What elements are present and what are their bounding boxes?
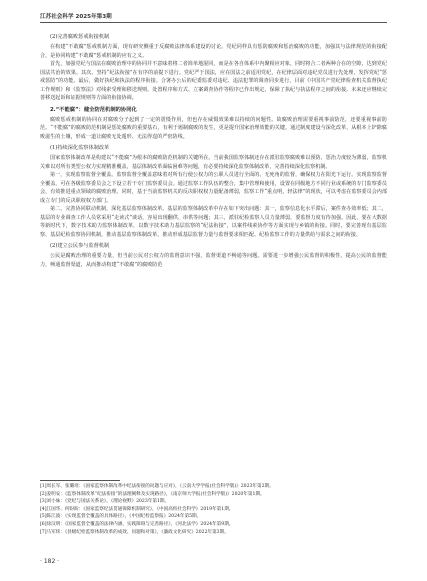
paragraph: 国家监察体制改革是构建以“不能腐”为根本的腐败防范机制的关键所在。当前我国监察体制还存在派驻监察腐败难以预防、惩治力度较为薄弱，监察机关难以对所有类型公权力实现精准覆盖，基层体制改革面临困难等问题，有必要持续深化监察体制改革，完善持续深化监察机制。	[40, 155, 387, 170]
paragraph: 腐败惩戒机制的协同在对腐败分子起到了一定的震慑作用，但也存在威慑效果难以持续的问题性。故腐败治理需要重视事前防范，还要重视事前防范。“不能腐”的腐败防范机制是惩处腐败的重要基石，有利于遏制腐败的发生，更是提升国家治理效能的关键。通过制度建设与深化改革，从根本上铲除腐败滋生的土壤，形成一道让腐败无处遁形、无法得逞的严密防线。	[40, 116, 387, 140]
reference-item: [6]徐汉明：《国家监督全覆盖的法律内涵、实践障碍与完善路径》，《河北法学》2024年第9期。	[40, 521, 234, 527]
section-heading-bold: 2.“不能腐”：健全防范机制的协同化	[50, 106, 137, 113]
section-heading: (1)持续深化监察体制改革	[50, 145, 110, 151]
reference-item: [4]江国华、何盼盼：《国家监察纪法贯通保障机制研究》，《中国高校社会科学》2019年第1期。	[40, 506, 234, 512]
paragraph: 第二，完善协同联动机制，深化基层监察体制改革。基层的监察体制改革中存在如下突出问题：其一，监察信息化水平滞后，案件查办效率低；其二，基层的专业调查工作人员常采用“走读式”谈话，容易出现翻供、串供等问题；其三，派驻纪检监察人员力量薄弱，要监督力度有待加强。因此，要在大数据等新时代下，数字技术助力监察体制改革，以数字技术助力基层监察的“纪法衔接”，以案件线索协作等方面实现与乡镇的衔接。同时，要完善现有基层监察、基层纪检监察协同机制，推动基层监察体制改革，推动形成基层监督力量与监督要求相匹配、纪检监察工作的力量供给与需求之间的衔接。	[40, 206, 387, 238]
footnote-divider	[40, 480, 120, 481]
section-heading: (2)完善腐败惩戒衔接机制	[50, 34, 110, 40]
reference-item: [1]周长军、张璐瑶：《国家监察体制改革中纪法衔接的问题与应对》，《云南大学学报(社会科学版)》2023年第2期。	[40, 484, 274, 489]
reference-item: [3]刘小妹：《党纪与国法关系论》，《理论视野》2023年第1期。	[40, 499, 170, 505]
reference-item: [7]马军炜：《县级纪检监察体制改革的成效、问题和对策》，《廉政文化研究》2022年第3期。	[40, 529, 229, 535]
header-divider	[40, 22, 387, 23]
references	[40, 483, 387, 536]
paragraph: 首先，加强党纪与国法在腐败治理中的协同并不意味着将二者简单地混同，而是在各自体系中内聚相应对象，同时将合二者两种合在的空隙，达到党纪国法共治的效果。其次，坚持“纪法衔接”在有序的前提下进行。党纪严于国法，应在国法之前适用党纪，在纪律层面对违纪党员进行先处理，发挥党纪“惩戒惩防”的功能。最后，做好执纪和执法的程序衔接。合署办公后的纪委监委对违纪、违法犯罪的调查同步进行，目前《中国共产党纪律检查机关监督执纪工作规则》和《监察法》对线索受理和移送规则、处置程序和方式、立案调查协作等程序已作出规定，保障了执纪与执法程序之间的衔接。未来还应继续完善移送起诉和证据规则等方面的衔接协调。	[40, 61, 387, 101]
paragraph: 第一，实现监察监督全覆盖。监察监督全覆盖意味着对所有行使公权力的公职人员进行全面的、无死角的监督，确保权力在阳光下运行。实现监察监督全覆盖，可在各级监察委员会之下设立若干专门监察委员会。通过监察工作队伍的整合，集中管理和使用，设置在同级地方不同行业或系统的专门监察委员会，有效推进重点领域的腐败治理。同时，基于当前监察机关的反决职权权力量配备薄弱，监察工作“重点明，轻法律”的现状，可以考虑在监察委员会内部成立专门的反决职权权力部门。	[40, 172, 387, 204]
paragraph: 在构建“不敢腐”惩戒机制方面，现有研究侧重于反腐败法律体系建设的讨论。党纪同样具有惩防腐败和惩治腐败的功能，加强其与法律规范的衔接配合，是协同构建“不敢腐”惩戒机制的应有之义。	[40, 44, 387, 59]
article-body	[40, 30, 387, 269]
journal-header: 江苏社会科学 2025年第3期	[40, 14, 112, 20]
paragraph: 公民是腐败治理的重要力量，但当前公民对公权力的监督意识不强，监督渠道不畅通等问题。需要进一步增强公民监督的积极性，提高公民的监督能力，畅通监督渠道，从而推动构建“不敢腐”的腐败防范	[40, 253, 387, 268]
reference-item: [2]姜明安：《监察体制改革“纪法衔接”的法理阐释及实现路径》，《南京师大学报(社会科学版)》2020年第1期。	[40, 491, 265, 497]
page-number: · 182 ·	[40, 558, 60, 565]
section-heading: (2)建立公民参与监督机制	[50, 243, 110, 249]
reference-item: [5]陈江波：《实现监督全覆盖的具体路径》，《中国纪检监察报》2024年第5期。	[40, 514, 202, 520]
